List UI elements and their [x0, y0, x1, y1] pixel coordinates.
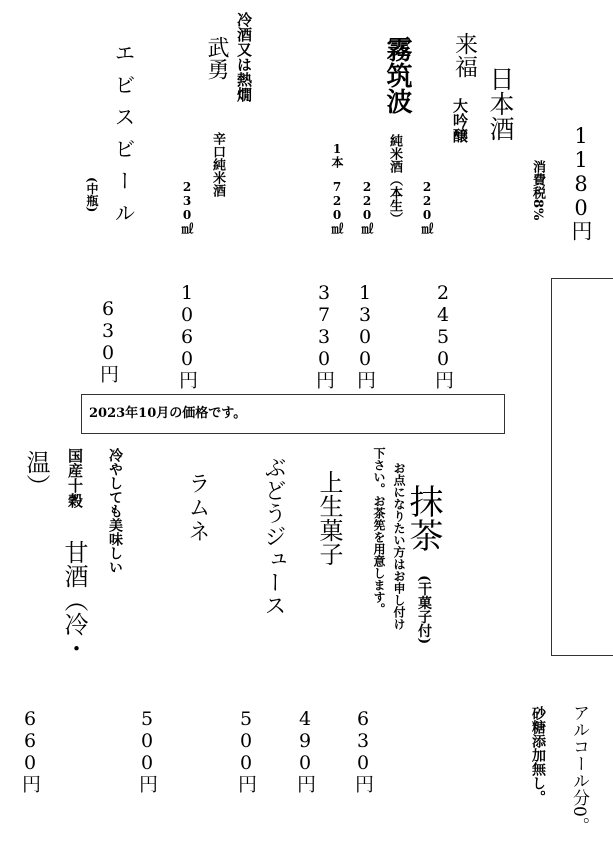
- matcha-name: 抹茶: [403, 484, 443, 552]
- sake-name-buyu: 武勇: [204, 36, 229, 80]
- matcha-note-line1: お点になりたい方はお申し付け: [392, 462, 406, 630]
- sake-grade-buyu: 辛口純米酒: [210, 132, 225, 197]
- amazake-name-line2: 温）: [22, 450, 50, 498]
- sake-price-buyu: 1060円: [176, 282, 198, 389]
- sugar-free-note: 砂糖添加無し。: [530, 706, 546, 804]
- beer-price: 630円: [97, 298, 119, 383]
- beer-name: エビスビール: [112, 42, 136, 234]
- matcha-option: (干菓子付): [416, 575, 432, 645]
- matcha-note-line2: 下さい。お茶筅を用意します。: [372, 447, 386, 615]
- sake-price-kiritsukuba-small: 1300円: [354, 282, 376, 389]
- sake-name-raifuku: 来福: [451, 32, 477, 78]
- sake-grade-kiritsukuba: 純米酒（本生）: [387, 134, 402, 225]
- tax-note: 消費税8%: [530, 160, 545, 221]
- sake-base-price: 1180円: [569, 124, 593, 241]
- wagashi-price: 490円: [294, 708, 316, 793]
- grape-juice-name: ぶどうジュース: [261, 456, 286, 617]
- grape-juice-price: 500円: [235, 708, 257, 793]
- matcha-price: 630円: [352, 708, 374, 793]
- sake-price-raifuku: 2450円: [432, 282, 454, 389]
- sake-grade-raifuku: 大吟醸: [451, 98, 469, 143]
- wagashi-name: 上生菓子: [315, 470, 343, 566]
- sake-volume-raifuku: 220㎖: [420, 180, 434, 234]
- date-note-text: 2023年10月の価格です。: [89, 406, 247, 421]
- alcohol-free-note: アルコール分0。: [569, 704, 589, 834]
- sake-name-kiritsukuba: 霧筑波: [382, 36, 412, 114]
- sake-volume-kiritsukuba-bottle: 1本 720㎖: [330, 142, 344, 234]
- sake-serve-note-buyu: 冷酒又は熱燗: [235, 12, 253, 102]
- amazake-name-line1: 甘酒（冷・: [60, 540, 88, 660]
- right-empty-box: [551, 278, 613, 656]
- amazake-tagline: 冷やしても美味しい: [107, 448, 123, 574]
- amazake-price: 660円: [19, 708, 41, 793]
- beer-size: (中瓶): [85, 177, 99, 213]
- ramune-price: 500円: [136, 708, 158, 793]
- amazake-origin: 国産十穀: [66, 448, 84, 508]
- sake-price-kiritsukuba-bottle: 3730円: [313, 282, 335, 389]
- sake-volume-buyu: 230㎖: [180, 180, 194, 234]
- sake-heading: 日本酒: [486, 66, 515, 141]
- sake-volume-kiritsukuba-small: 220㎖: [360, 180, 374, 234]
- ramune-name: ラムネ: [185, 472, 210, 544]
